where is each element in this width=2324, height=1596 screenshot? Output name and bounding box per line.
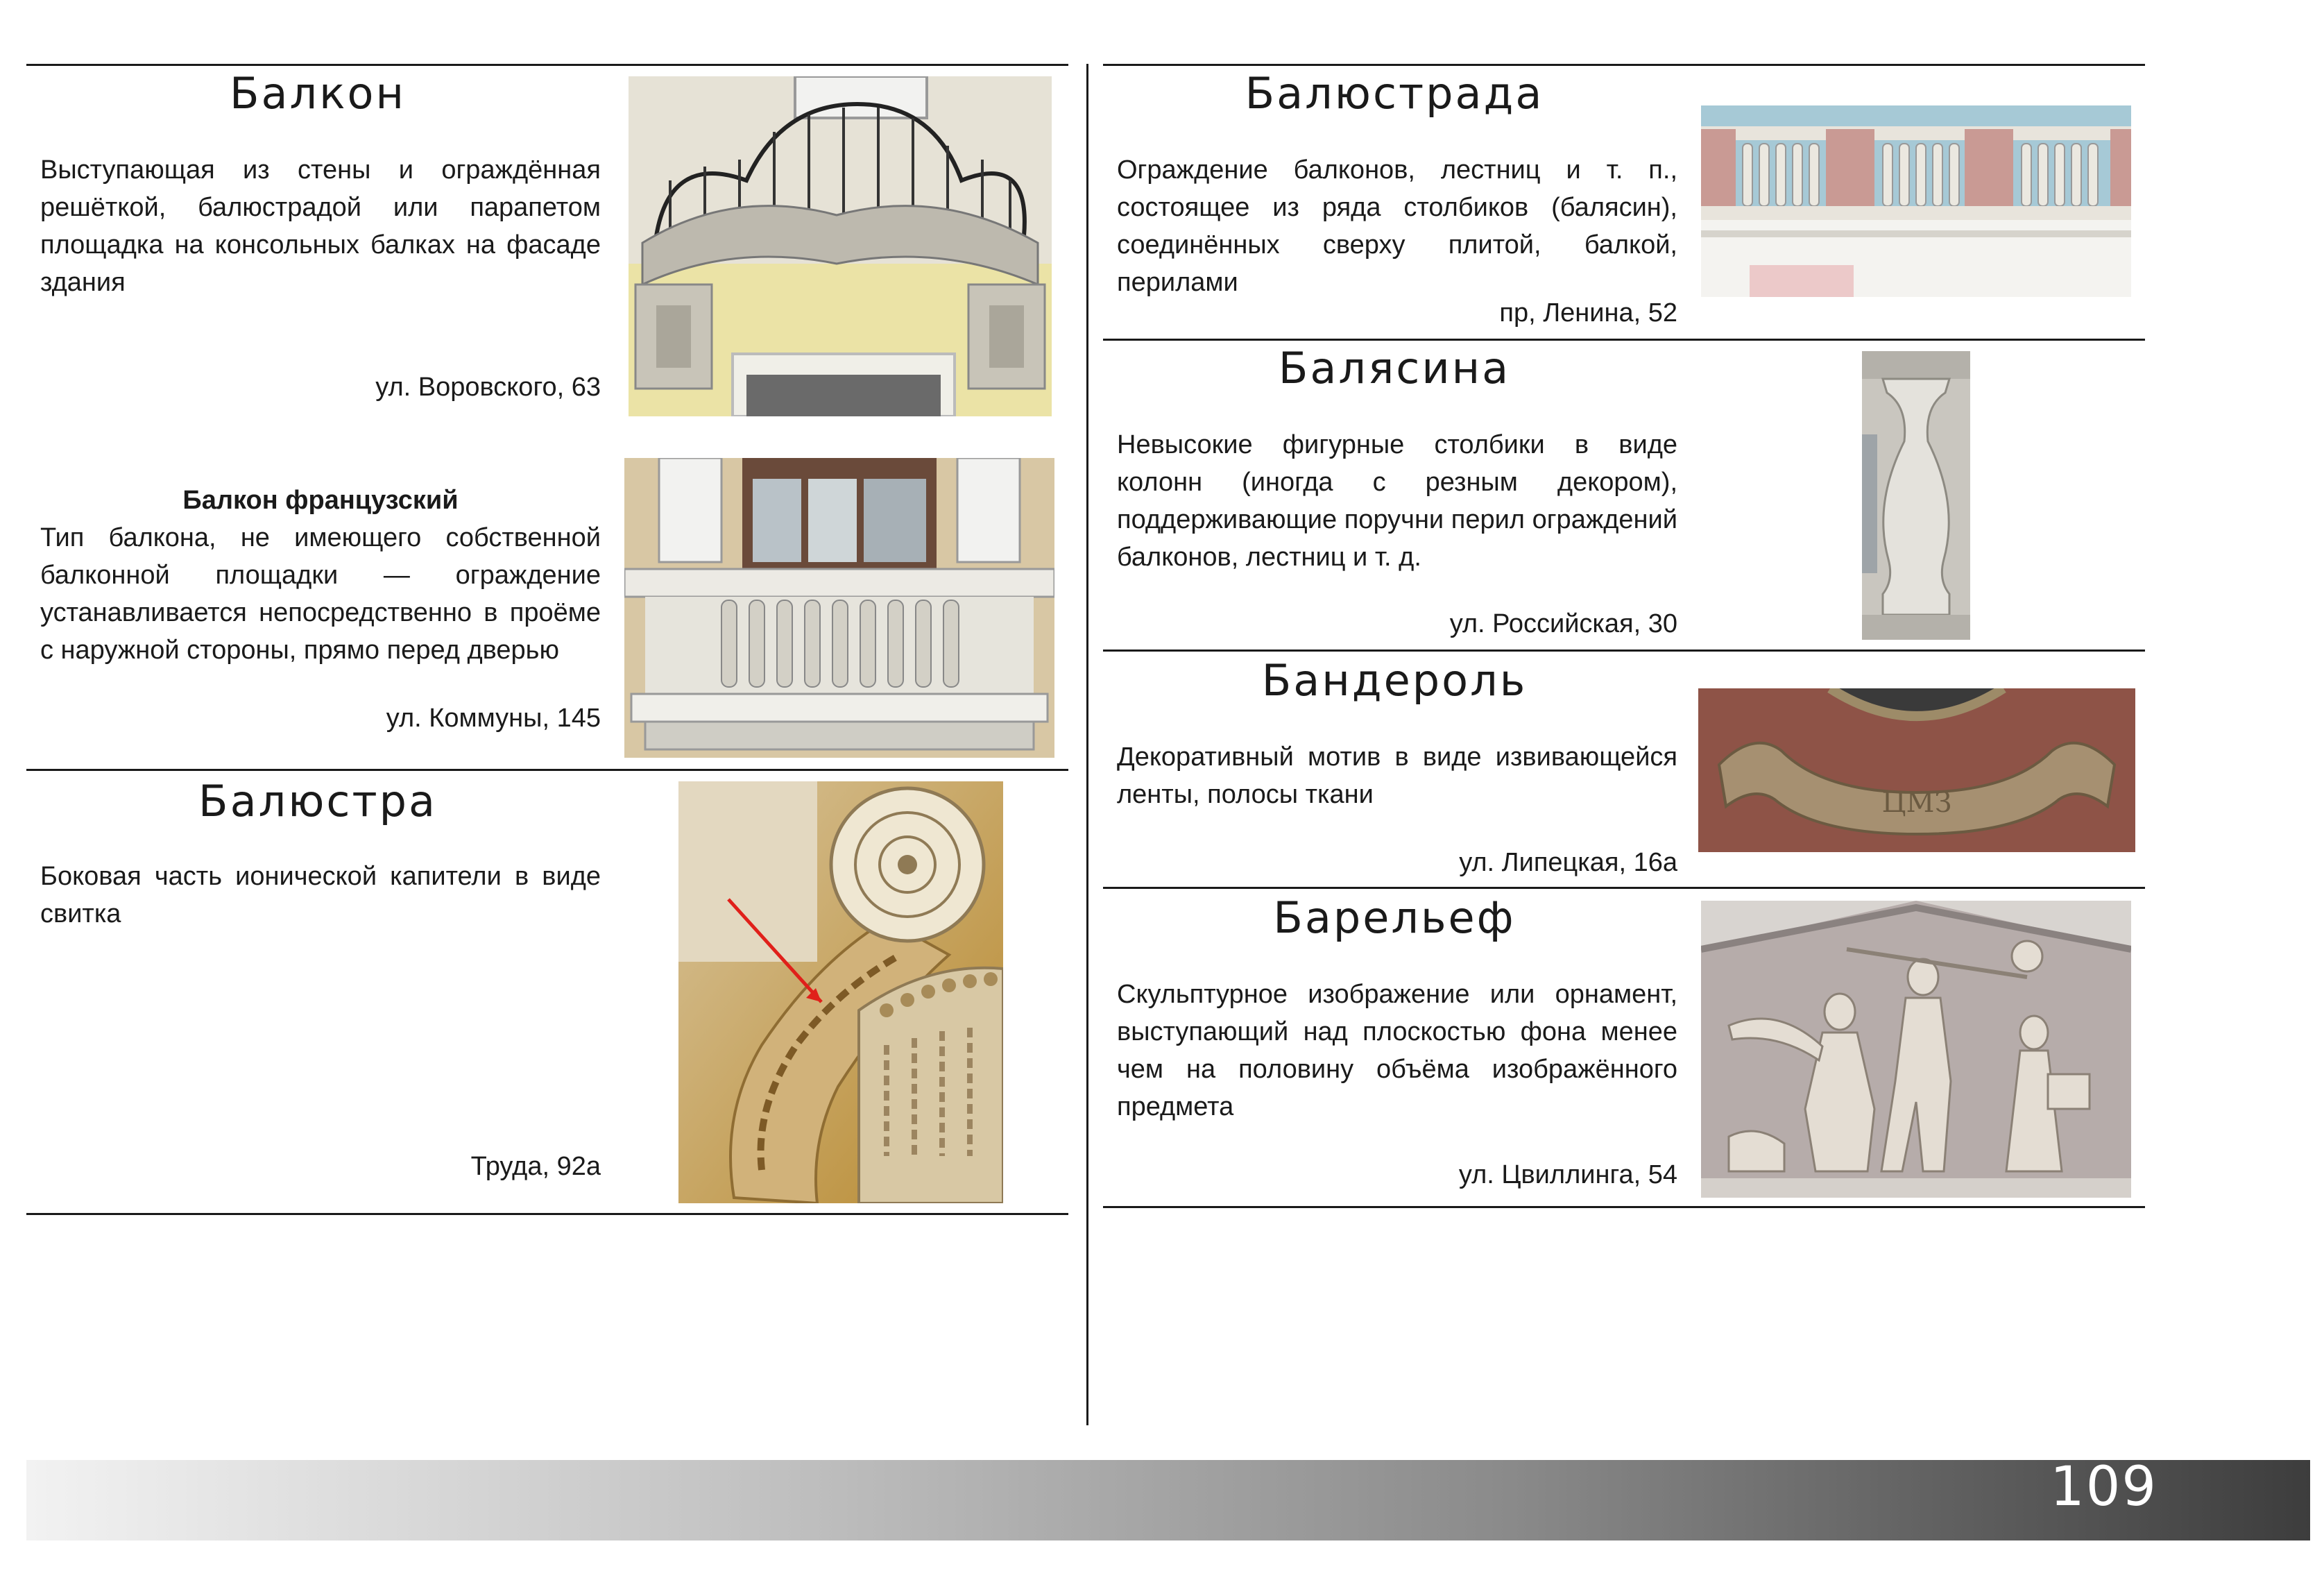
balustrade-photo (1701, 105, 2131, 297)
entry-title-barelef: Барельеф (1273, 892, 1516, 943)
banderole-photo (1698, 688, 2135, 852)
rule-left-top (26, 64, 1068, 66)
entry-address-balkon: ул. Воровского, 63 (375, 373, 601, 402)
ionic-capital-photo (678, 781, 1003, 1203)
entry-text-balyasina: Невысокие фигурные столбики в виде колонн (иногда с резным декором), поддерживающие поручни перил ограждений балконов, лестниц и т. д. (1117, 430, 1677, 572)
balcony-photo (629, 76, 1052, 416)
entry-text-balkon-fr (40, 482, 601, 669)
entry-address-balustrada: пр, Ленина, 52 (1499, 298, 1677, 328)
entry-address-balkon-fr: ул. Коммуны, 145 (386, 704, 601, 733)
entry-title-balustra: Балюстра (198, 776, 437, 826)
bas-relief-photo (1701, 901, 2131, 1198)
entry-text-balkon: Выступающая из стены и ограждённая решёткой, балюстрадой или парапетом площадка на консольных балках на фасаде здания (40, 155, 601, 297)
rule-right-1 (1103, 339, 2145, 341)
rule-right-top (1103, 64, 2145, 66)
rule-left-bottom (26, 1213, 1068, 1215)
entry-address-balyasina: ул. Российская, 30 (1449, 609, 1677, 638)
entry-text-barelef: Скульптурное изображение или орнамент, выступающий над плоскостью фона менее чем на половину объёма изображённого предмета (1117, 980, 1677, 1121)
rule-right-3 (1103, 887, 2145, 889)
entry-title-balyasina: Балясина (1278, 343, 1511, 393)
rule-right-bottom (1103, 1206, 2145, 1208)
entry-text-balkon-fr-body: Тип балкона, не имеющего собственной балконной площадки — ограждение устанавливается непосредственно в проёме с наружной стороны, прямо перед дверью (40, 523, 601, 665)
entry-address-banderol: ул. Липецкая, 16а (1459, 848, 1677, 877)
entry-address-balustra: Труда, 92а (470, 1152, 601, 1181)
footer-gradient-bar (26, 1460, 2310, 1540)
page-number: 109 (2050, 1456, 2158, 1518)
banderole-inscription: ЦМЗ (1881, 787, 1952, 819)
entry-title-balkon: Балкон (229, 68, 407, 119)
french-balcony-photo (624, 458, 1054, 758)
entry-address-barelef: ул. Цвиллинга, 54 (1458, 1160, 1677, 1189)
column-divider (1086, 64, 1088, 1425)
entry-text-balustra: Боковая часть ионической капители в виде свитка (40, 862, 601, 928)
rule-left-mid (26, 769, 1068, 771)
entry-title-balustrada: Балюстрада (1245, 68, 1544, 119)
entry-title-banderol: Бандероль (1261, 655, 1528, 706)
entry-text-balustrada: Ограждение балконов, лестниц и т. п., состоящее из ряда столбиков (балясин), соединённых сверху плитой, балкой, перилами (1117, 155, 1677, 297)
baluster-photo (1862, 351, 1970, 640)
entry-text-banderol: Декоративный мотив в виде извивающейся ленты, полосы ткани (1117, 742, 1677, 809)
entry-subtitle-balkon-fr: Балкон французский (182, 486, 459, 515)
rule-right-2 (1103, 650, 2145, 652)
